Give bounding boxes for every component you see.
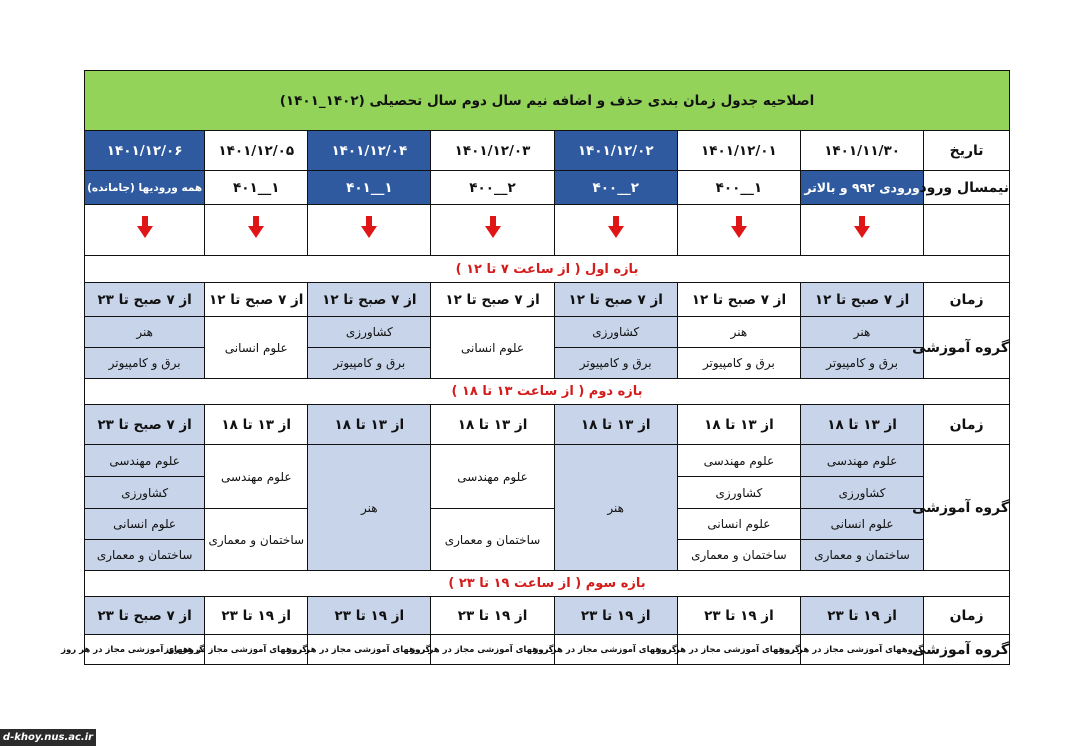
time-cell: از ۱۳ تا ۱۸	[554, 405, 677, 445]
label-date: تاریخ	[924, 131, 1010, 171]
label-group: گروه آموزشی	[924, 635, 1010, 665]
down-arrow-icon	[731, 226, 747, 238]
time-cell: از ۱۹ تا ۲۳	[205, 597, 308, 635]
arrow-cell	[205, 205, 308, 256]
section-heading-1: بازه اول ( از ساعت ۷ تا ۱۲ )	[85, 256, 1010, 283]
down-arrow-icon	[137, 226, 153, 238]
group-cell: گروههای آموزشی مجاز در هر روز	[431, 635, 554, 665]
label-semester: نیمسال ورود	[924, 171, 1010, 205]
group-cell: گروههای آموزشی مجاز در هر روز	[308, 635, 431, 665]
group-cell: گروههای آموزشی مجاز در هر روز	[554, 635, 677, 665]
group-cell: هنر	[800, 317, 923, 348]
group-cell: برق و کامپیوتر	[85, 348, 205, 379]
group-cell: علوم مهندسی	[677, 445, 800, 477]
label-group: گروه آموزشی	[924, 445, 1010, 571]
table-title: اصلاحیه جدول زمان بندی حذف و اضافه نیم سال دوم سال تحصیلی (۱۴۰۲_۱۴۰۱)	[85, 71, 1010, 131]
time-cell: از ۷ صبح تا ۱۲	[800, 283, 923, 317]
schedule-table	[61, 70, 1010, 665]
time-cell: از ۱۹ تا ۲۳	[431, 597, 554, 635]
down-arrow-icon	[361, 226, 377, 238]
arrow-cell	[800, 205, 923, 256]
group-cell: علوم انسانی	[431, 317, 554, 379]
time-cell: از ۱۹ تا ۲۳	[800, 597, 923, 635]
down-arrow-icon	[608, 226, 624, 238]
time-cell: از ۷ صبح تا ۱۲	[677, 283, 800, 317]
date-cell: ۱۴۰۱/۱۲/۰۵	[205, 131, 308, 171]
group-cell: کشاورزی	[554, 317, 677, 348]
group-cell: کشاورزی	[85, 477, 205, 509]
section-heading-3: بازه سوم ( از ساعت ۱۹ تا ۲۳ )	[85, 571, 1010, 597]
date-cell: ۱۴۰۱/۱۲/۰۴	[308, 131, 431, 171]
arrow-spacer	[924, 205, 1010, 256]
entry-cell: همه ورودیها (جامانده)	[85, 171, 205, 205]
time-cell: از ۷ صبح تا ۲۳	[85, 283, 205, 317]
time-cell: از ۱۹ تا ۲۳	[677, 597, 800, 635]
time-cell: از ۷ صبح تا ۲۳	[85, 405, 205, 445]
date-cell: ۱۴۰۱/۱۲/۰۱	[677, 131, 800, 171]
label-group: گروه آموزشی	[924, 317, 1010, 379]
down-arrow-icon	[485, 226, 501, 238]
time-cell: از ۷ صبح تا ۱۲	[431, 283, 554, 317]
date-cell: ۱۴۰۱/۱۲/۰۳	[431, 131, 554, 171]
group-cell: علوم انسانی	[85, 509, 205, 540]
time-cell: از ۱۳ تا ۱۸	[205, 405, 308, 445]
group-cell: برق و کامپیوتر	[554, 348, 677, 379]
down-arrow-icon	[248, 226, 264, 238]
entry-cell: ورودی ۹۹۲ و بالاتر	[800, 171, 923, 205]
group-cell: گروههای آموزشی مجاز در هر روز	[677, 635, 800, 665]
down-arrow-icon	[854, 226, 870, 238]
arrow-cell	[677, 205, 800, 256]
time-cell: از ۱۹ تا ۲۳	[554, 597, 677, 635]
group-cell: علوم مهندسی	[205, 445, 308, 509]
time-cell: از ۷ صبح تا ۱۲	[308, 283, 431, 317]
group-cell: علوم مهندسی	[431, 445, 554, 509]
section-heading-2: بازه دوم ( از ساعت ۱۳ تا ۱۸ )	[85, 379, 1010, 405]
arrow-cell	[308, 205, 431, 256]
date-cell: ۱۴۰۱/۱۲/۰۲	[554, 131, 677, 171]
group-cell: ساختمان و معماری	[85, 540, 205, 571]
label-time: زمان	[924, 405, 1010, 445]
entry-cell: ۱__۴۰۱	[205, 171, 308, 205]
group-cell: گروههای آموزشی مجاز در هر روز	[800, 635, 923, 665]
time-cell: از ۱۳ تا ۱۸	[431, 405, 554, 445]
time-cell: از ۱۹ تا ۲۳	[308, 597, 431, 635]
group-cell: هنر	[677, 317, 800, 348]
group-cell: برق و کامپیوتر	[800, 348, 923, 379]
label-time: زمان	[924, 283, 1010, 317]
group-cell: برق و کامپیوتر	[308, 348, 431, 379]
time-cell: از ۱۳ تا ۱۸	[308, 405, 431, 445]
group-cell: هنر	[85, 317, 205, 348]
arrow-cell	[85, 205, 205, 256]
date-cell: ۱۴۰۱/۱۲/۰۶	[85, 131, 205, 171]
group-cell: کشاورزی	[800, 477, 923, 509]
group-cell: علوم انسانی	[205, 317, 308, 379]
arrow-cell	[554, 205, 677, 256]
group-cell: ساختمان و معماری	[677, 540, 800, 571]
group-cell: ساختمان و معماری	[205, 509, 308, 571]
entry-cell: ۲__۴۰۰	[431, 171, 554, 205]
time-cell: از ۱۳ تا ۱۸	[800, 405, 923, 445]
entry-cell: ۱__۴۰۰	[677, 171, 800, 205]
group-cell: کشاورزی	[677, 477, 800, 509]
group-cell: گروههای آموزشی مجاز در هر روز	[205, 635, 308, 665]
arrow-cell	[431, 205, 554, 256]
group-cell: گروههای آموزشی مجاز در هر روز	[85, 635, 205, 665]
date-cell: ۱۴۰۱/۱۱/۳۰	[800, 131, 923, 171]
time-cell: از ۷ صبح تا ۱۲	[205, 283, 308, 317]
group-cell: کشاورزی	[308, 317, 431, 348]
entry-cell: ۱__۴۰۱	[308, 171, 431, 205]
group-cell: علوم مهندسی	[800, 445, 923, 477]
group-cell: ساختمان و معماری	[800, 540, 923, 571]
entry-cell: ۲__۴۰۰	[554, 171, 677, 205]
label-time: زمان	[924, 597, 1010, 635]
group-cell: علوم انسانی	[677, 509, 800, 540]
group-cell: هنر	[308, 445, 431, 571]
watermark: d-khoy.nus.ac.ir	[0, 729, 96, 746]
time-cell: از ۷ صبح تا ۱۲	[554, 283, 677, 317]
time-cell: از ۱۳ تا ۱۸	[677, 405, 800, 445]
group-cell: برق و کامپیوتر	[677, 348, 800, 379]
group-cell: علوم مهندسی	[85, 445, 205, 477]
group-cell: علوم انسانی	[800, 509, 923, 540]
group-cell: ساختمان و معماری	[431, 509, 554, 571]
group-cell: هنر	[554, 445, 677, 571]
time-cell: از ۷ صبح تا ۲۳	[85, 597, 205, 635]
